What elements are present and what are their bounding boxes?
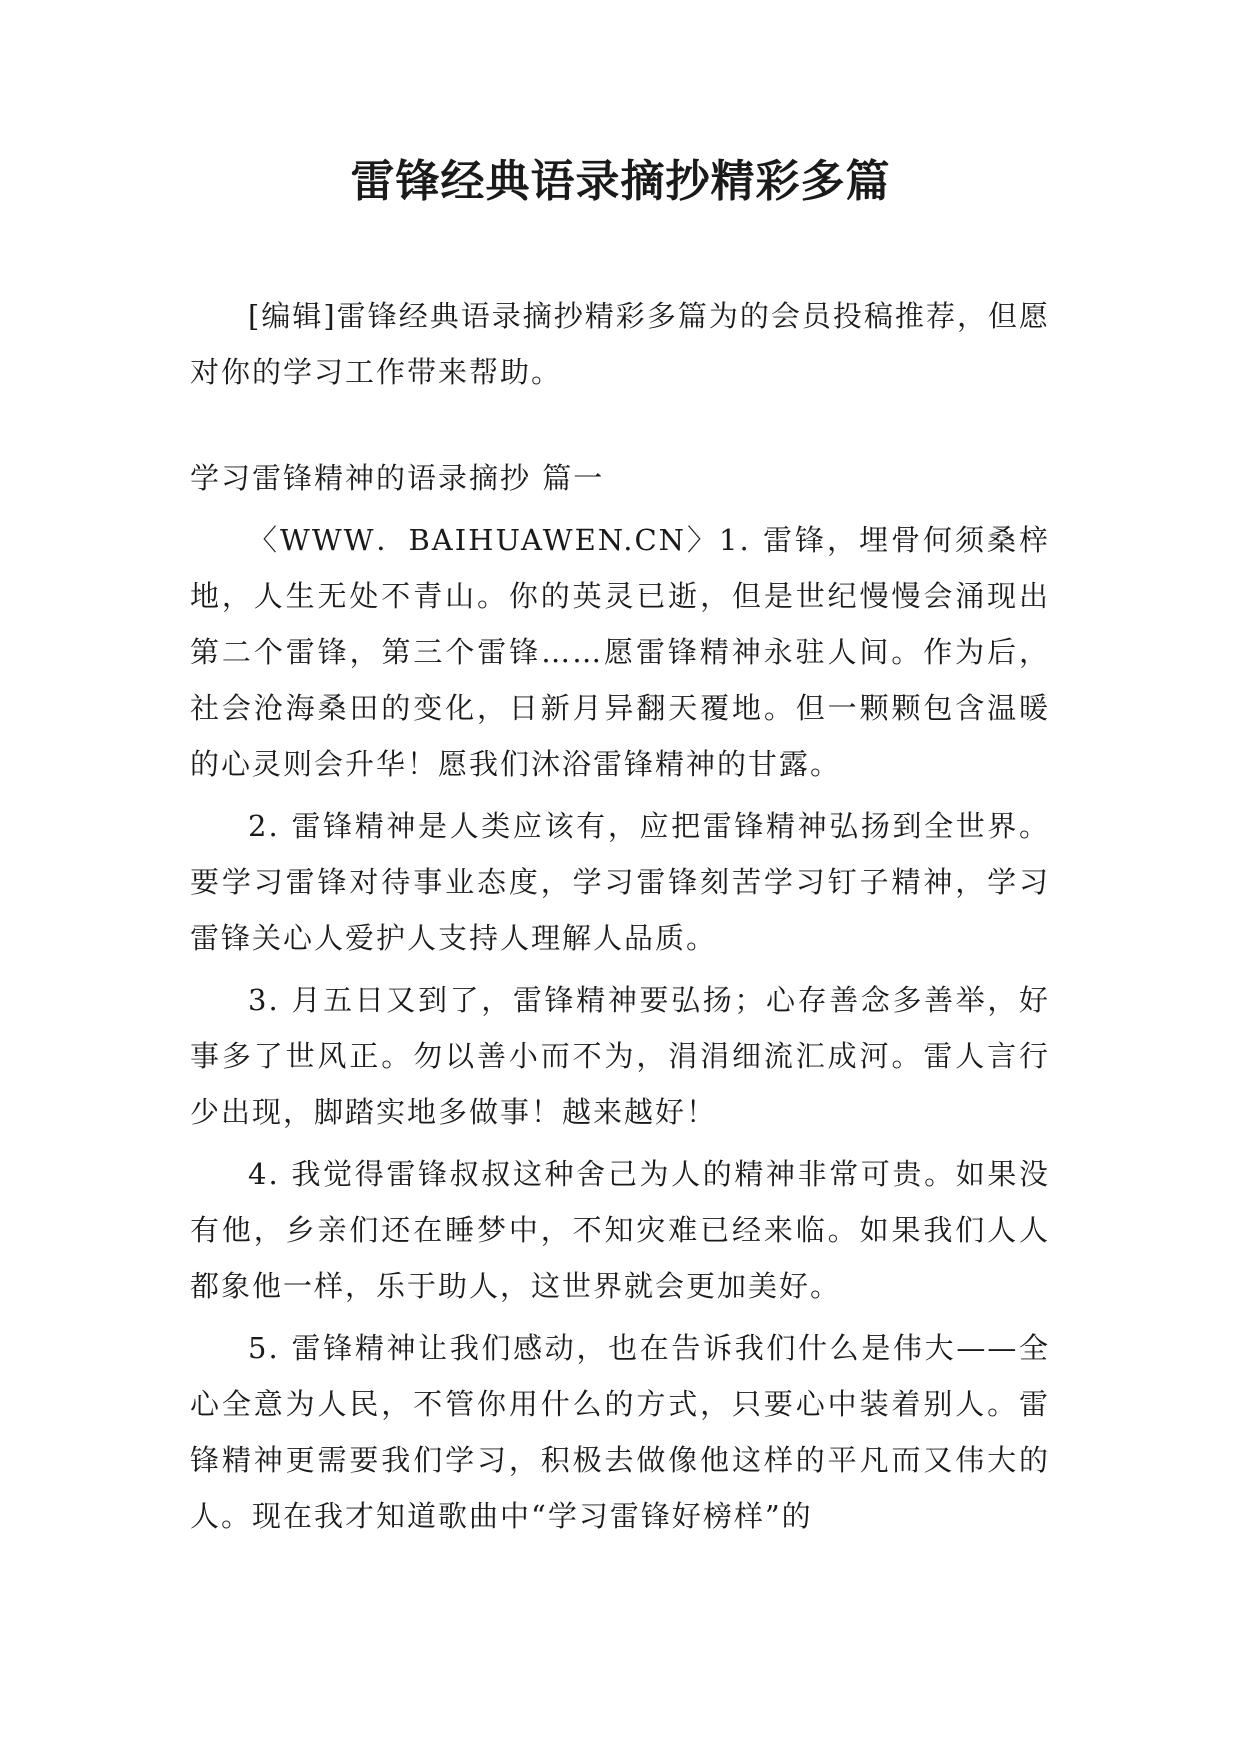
section-spacer (190, 400, 1050, 450)
section-heading: 学习雷锋精神的语录摘抄 篇一 (190, 461, 605, 495)
quote-paragraph-1: 〈WWW．BAIHUAWEN.CN〉1. 雷锋，埋骨何须桑梓地，人生无处不青山。你的英灵已逝，但是世纪慢慢会涌现出第二个雷锋，第三个雷锋……愿雷锋精神永驻人间。作为后，社会沧海桑田的变化，日新月异翻天覆地。但一颗颗包含温暖的心灵则会升华！愿我们沐浴雷锋精神的甘露。 (190, 523, 1050, 781)
document-body (190, 288, 1050, 1544)
intro-paragraph: [编辑]雷锋经典语录摘抄精彩多篇为的会员投稿推荐，但愿对你的学习工作带来帮助。 (190, 299, 1050, 389)
quote-paragraph-4: 4. 我觉得雷锋叔叔这种舍己为人的精神非常可贵。如果没有他，乡亲们还在睡梦中，不知灾难已经来临。如果我们人人都象他一样，乐于助人，这世界就会更加美好。 (190, 1157, 1050, 1303)
document-title: 雷锋经典语录摘抄精彩多篇 (350, 156, 891, 207)
quote-paragraph-3: 3. 月五日又到了，雷锋精神要弘扬；心存善念多善举，好事多了世风正。勿以善小而不为，涓涓细流汇成河。雷人言行少出现，脚踏实地多做事！越来越好！ (190, 983, 1050, 1129)
quote-paragraph-5: 5. 雷锋精神让我们感动，也在告诉我们什么是伟大——全心全意为人民，不管你用什么的方式，只要心中装着别人。雷锋精神更需要我们学习，积极去做像他这样的平凡而又伟大的人。现在我才知道歌曲中“学习雷锋好榜样”的 (190, 1331, 1050, 1533)
quote-paragraph-2: 2. 雷锋精神是人类应该有，应把雷锋精神弘扬到全世界。要学习雷锋对待事业态度，学习雷锋刻苦学习钉子精神，学习雷锋关心人爱护人支持人理解人品质。 (190, 809, 1050, 955)
